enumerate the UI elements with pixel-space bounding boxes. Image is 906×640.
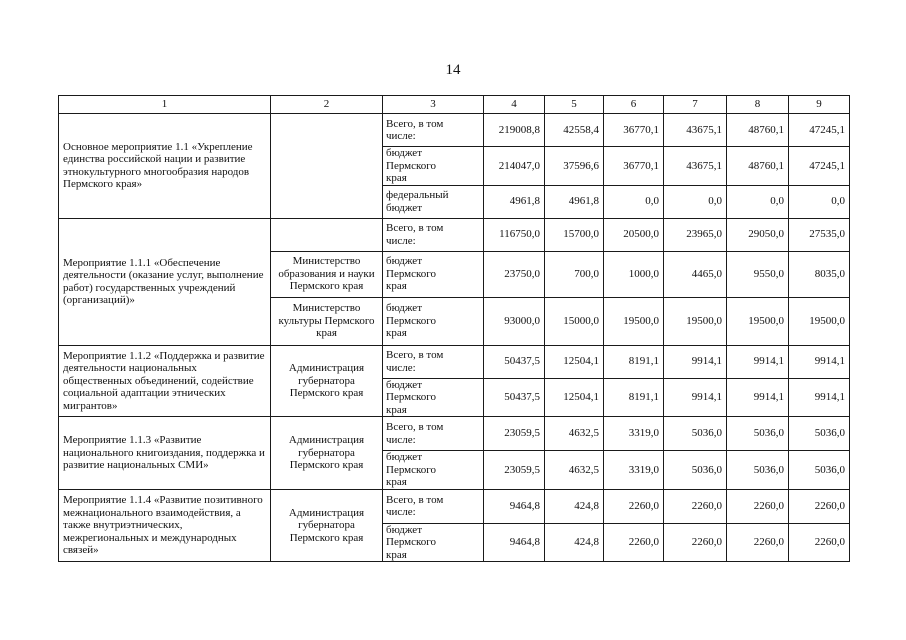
executor-cell: [271, 218, 383, 251]
value-cell: 9914,1: [727, 345, 789, 378]
value-cell: 29050,0: [727, 218, 789, 251]
value-cell: 9914,1: [664, 345, 727, 378]
table-row: [59, 489, 850, 523]
value-cell: 116750,0: [484, 218, 545, 251]
value-cell: 2260,0: [604, 489, 664, 523]
value-cell: 2260,0: [664, 523, 727, 562]
value-cell: 219008,8: [484, 114, 545, 147]
column-header: 2: [271, 96, 383, 114]
value-cell: 93000,0: [484, 297, 545, 345]
value-cell: 5036,0: [664, 451, 727, 490]
value-cell: 9464,8: [484, 523, 545, 562]
executor-cell: Министерство образования и науки Пермского края: [271, 251, 383, 297]
value-cell: 2260,0: [789, 489, 850, 523]
column-header: 6: [604, 96, 664, 114]
value-cell: 37596,6: [545, 147, 604, 186]
funding-source-cell: Всего, в том числе:: [383, 345, 484, 378]
value-cell: 19500,0: [789, 297, 850, 345]
column-header: 3: [383, 96, 484, 114]
value-cell: 23059,5: [484, 417, 545, 451]
measure-name-cell: Мероприятие 1.1.3 «Развитие национального книгоиздания, поддержка и развитие национальных СМИ»: [59, 417, 271, 490]
value-cell: 214047,0: [484, 147, 545, 186]
column-header: 1: [59, 96, 271, 114]
value-cell: 0,0: [604, 185, 664, 218]
value-cell: 8191,1: [604, 378, 664, 417]
value-cell: 5036,0: [664, 417, 727, 451]
table-row: [59, 345, 850, 378]
value-cell: 27535,0: [789, 218, 850, 251]
value-cell: 2260,0: [727, 489, 789, 523]
funding-table: [58, 95, 850, 562]
value-cell: 36770,1: [604, 147, 664, 186]
value-cell: 5036,0: [789, 417, 850, 451]
measure-name-cell: Мероприятие 1.1.1 «Обеспечение деятельности (оказание услуг, выполнение работ) государственных учреждений (организаций)»: [59, 218, 271, 345]
executor-cell: Администрация губернатора Пермского края: [271, 489, 383, 562]
value-cell: 424,8: [545, 523, 604, 562]
table-row: [59, 218, 850, 251]
funding-source-cell: Всего, в том числе:: [383, 114, 484, 147]
value-cell: 9550,0: [727, 251, 789, 297]
funding-source-cell: бюджет Пермского края: [383, 451, 484, 490]
executor-cell: Министерство культуры Пермского края: [271, 297, 383, 345]
funding-source-cell: бюджет Пермского края: [383, 147, 484, 186]
column-header: 4: [484, 96, 545, 114]
value-cell: 2260,0: [727, 523, 789, 562]
value-cell: 2260,0: [664, 489, 727, 523]
executor-cell: Администрация губернатора Пермского края: [271, 345, 383, 417]
value-cell: 20500,0: [604, 218, 664, 251]
value-cell: 15000,0: [545, 297, 604, 345]
funding-source-cell: Всего, в том числе:: [383, 489, 484, 523]
value-cell: 23750,0: [484, 251, 545, 297]
value-cell: 3319,0: [604, 451, 664, 490]
value-cell: 3319,0: [604, 417, 664, 451]
funding-source-cell: бюджет Пермского края: [383, 297, 484, 345]
page-number: 14: [445, 62, 461, 78]
value-cell: 12504,1: [545, 378, 604, 417]
value-cell: 1000,0: [604, 251, 664, 297]
executor-cell: [271, 114, 383, 219]
value-cell: 0,0: [664, 185, 727, 218]
value-cell: 4632,5: [545, 451, 604, 490]
funding-source-cell: бюджет Пермского края: [383, 523, 484, 562]
value-cell: 47245,1: [789, 147, 850, 186]
value-cell: 19500,0: [604, 297, 664, 345]
funding-source-cell: федеральный бюджет: [383, 185, 484, 218]
value-cell: 47245,1: [789, 114, 850, 147]
value-cell: 4465,0: [664, 251, 727, 297]
value-cell: 424,8: [545, 489, 604, 523]
value-cell: 48760,1: [727, 147, 789, 186]
value-cell: 8035,0: [789, 251, 850, 297]
column-header: 7: [664, 96, 727, 114]
measure-name-cell: Мероприятие 1.1.4 «Развитие позитивного межнационального взаимодействия, а также внутриэтнических, межрегиональных и международных связей»: [59, 489, 271, 562]
value-cell: 9914,1: [789, 378, 850, 417]
value-cell: 48760,1: [727, 114, 789, 147]
value-cell: 0,0: [727, 185, 789, 218]
value-cell: 15700,0: [545, 218, 604, 251]
value-cell: 5036,0: [789, 451, 850, 490]
funding-source-cell: бюджет Пермского края: [383, 251, 484, 297]
value-cell: 4961,8: [545, 185, 604, 218]
value-cell: 42558,4: [545, 114, 604, 147]
measure-name-cell: Мероприятие 1.1.2 «Поддержка и развитие деятельности национальных общественных объединений, содействие социальной адаптации этнических мигрантов»: [59, 345, 271, 417]
value-cell: 5036,0: [727, 451, 789, 490]
value-cell: 23059,5: [484, 451, 545, 490]
funding-source-cell: Всего, в том числе:: [383, 218, 484, 251]
value-cell: 5036,0: [727, 417, 789, 451]
value-cell: 23965,0: [664, 218, 727, 251]
value-cell: 9914,1: [789, 345, 850, 378]
column-header: 9: [789, 96, 850, 114]
funding-source-cell: бюджет Пермского края: [383, 378, 484, 417]
value-cell: 2260,0: [789, 523, 850, 562]
value-cell: 43675,1: [664, 114, 727, 147]
value-cell: 50437,5: [484, 345, 545, 378]
value-cell: 9914,1: [664, 378, 727, 417]
column-header: 5: [545, 96, 604, 114]
value-cell: 12504,1: [545, 345, 604, 378]
measure-name-cell: Основное мероприятие 1.1 «Укрепление единства российской нации и развитие этнокультурного многообразия народов Пермского края»: [59, 114, 271, 219]
value-cell: 43675,1: [664, 147, 727, 186]
value-cell: 9464,8: [484, 489, 545, 523]
value-cell: 4632,5: [545, 417, 604, 451]
executor-cell: Администрация губернатора Пермского края: [271, 417, 383, 490]
value-cell: 0,0: [789, 185, 850, 218]
column-header: 8: [727, 96, 789, 114]
table-row: [59, 417, 850, 451]
value-cell: 700,0: [545, 251, 604, 297]
value-cell: 19500,0: [727, 297, 789, 345]
value-cell: 4961,8: [484, 185, 545, 218]
table-row: [59, 114, 850, 147]
header-row: [59, 96, 850, 114]
value-cell: 50437,5: [484, 378, 545, 417]
value-cell: 8191,1: [604, 345, 664, 378]
value-cell: 36770,1: [604, 114, 664, 147]
value-cell: 9914,1: [727, 378, 789, 417]
value-cell: 2260,0: [604, 523, 664, 562]
funding-source-cell: Всего, в том числе:: [383, 417, 484, 451]
value-cell: 19500,0: [664, 297, 727, 345]
